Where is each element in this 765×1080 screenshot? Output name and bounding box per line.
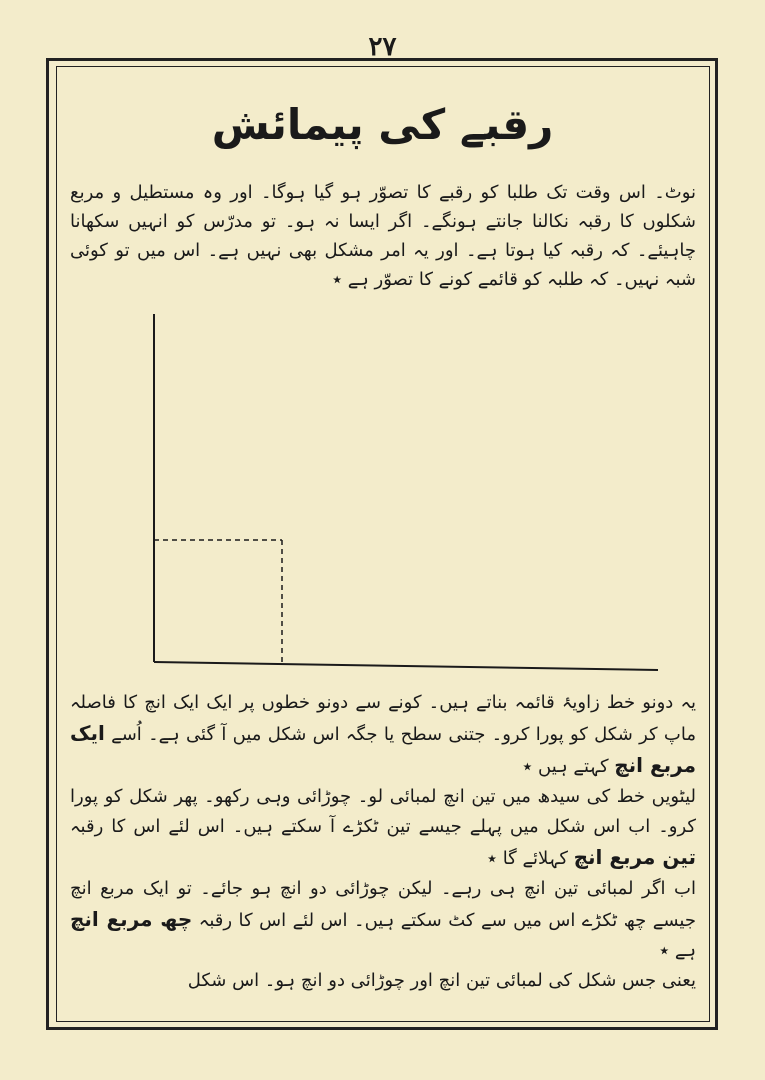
paragraph-three-inch: لیٹویں خط کی سیدھ میں تین انچ لمبائی لو۔ چوڑائی وہی رکھو۔ پھر شکل کو پورا کرو۔ اب اس شکل میں پہلے جیسے تین ٹکڑے آ سکتے ہیں۔ اس لئے اس کا رقبہ تین مربع انچ کہلائے گا ٭ <box>70 786 696 869</box>
right-angle-diagram <box>140 310 660 680</box>
page-number: ۲۷ <box>368 32 397 62</box>
intro-note <box>70 178 696 294</box>
paragraph-conclusion: یعنی جس شکل کی لمبائی تین انچ اور چوڑائی دو انچ ہو۔ اس شکل <box>187 970 696 991</box>
term-three-square-inch: تین مربع انچ <box>573 845 696 869</box>
paragraph-six-inch: اب اگر لمبائی تین انچ ہی رہے۔ لیکن چوڑائی دو انچ ہو جائے۔ تو ایک مربع انچ جیسے چھ ٹکڑے اس میں سے کٹ سکتے ہیں۔ اس لئے اس کا رقبہ چھ مربع انچ ہے ٭ <box>70 878 696 961</box>
horizontal-line <box>154 662 658 670</box>
page-title: رقبے کی پیمائش <box>211 100 554 149</box>
body-text <box>70 688 696 996</box>
intro-paragraph: نوٹ۔ اس وقت تک طلبا کو رقبے کا تصوّر ہو گیا ہوگا۔ اور وہ مستطیل و مربع شکلوں کا رقبہ نکالنا جانتے ہونگے۔ اگر ایسا نہ ہو۔ تو مدرّس کو انہیں سکھانا چاہیئے۔ کہ رقبہ کیا ہوتا ہے۔ اور یہ امر مشکل بھی نہیں ہے۔ اس میں تو کوئی شبہ نہیں۔ کہ طلبہ کو قائمے کونے کا تصوّر ہے ٭ <box>70 182 696 290</box>
paragraph-one-inch: یہ دونو خط زاویۂ قائمہ بناتے ہیں۔ کونے سے دونو خطوں پر ایک ایک انچ کا فاصلہ ماپ کر شکل کو پورا کرو۔ جتنی سطح یا جگہ اس شکل میں آ گئی ہے۔ اُسے ایک مربع انچ کہتے ہیں ٭ <box>70 692 696 777</box>
term-one-square-inch: ایک مربع انچ <box>70 721 696 777</box>
term-six-square-inch: چھ مربع انچ <box>70 907 193 931</box>
